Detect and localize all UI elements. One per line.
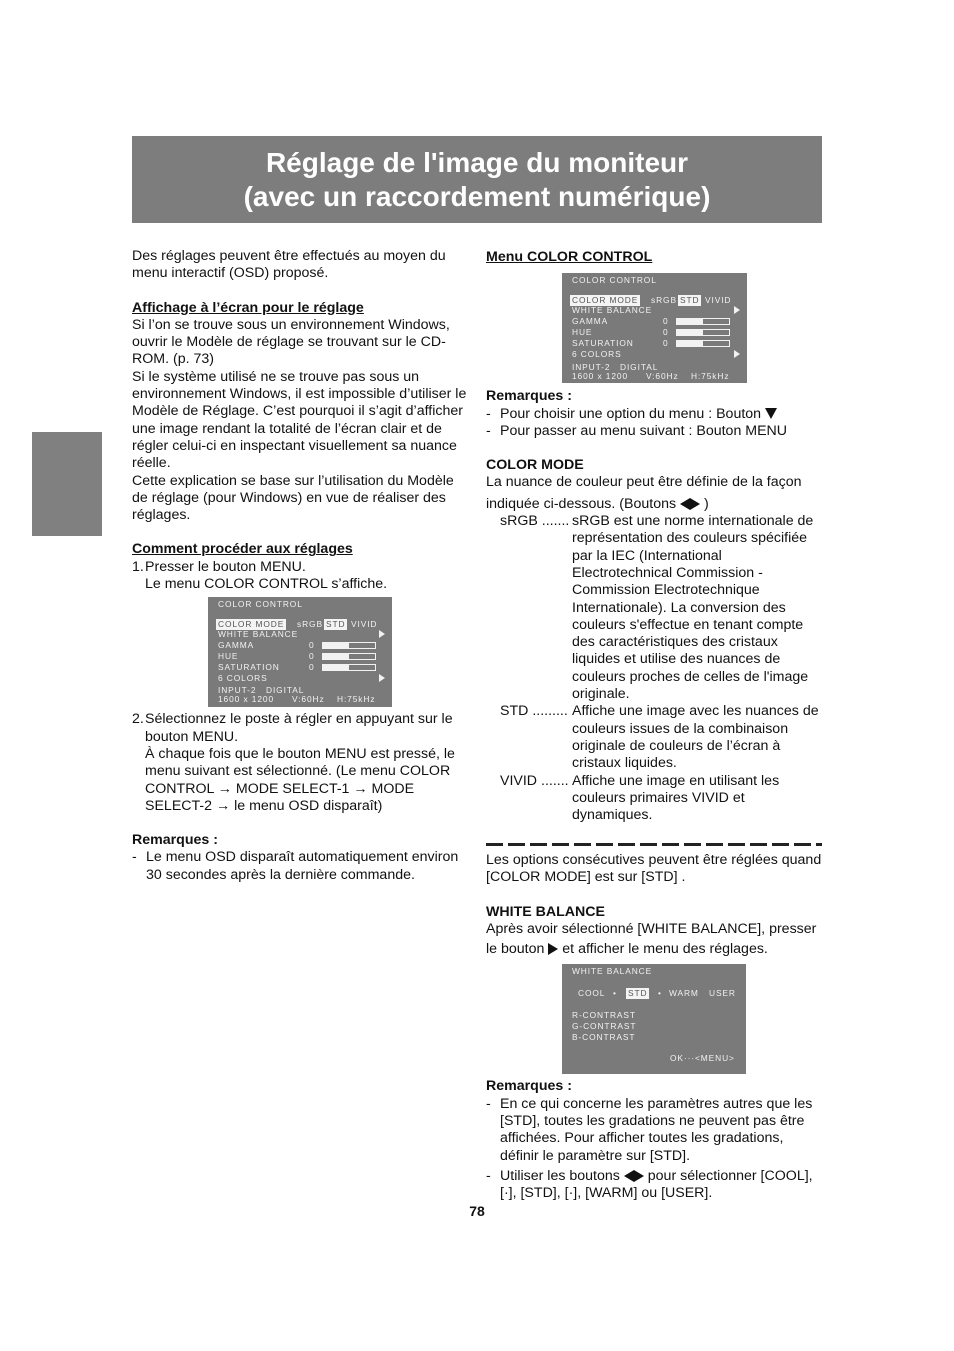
arrow-right-icon [379, 630, 385, 638]
osd-std: STD [680, 295, 700, 306]
osd-input: INPUT-2 [218, 685, 257, 696]
osd-white-balance [562, 964, 746, 1074]
osd-title: WHITE BALANCE [572, 966, 653, 977]
saturation-bar [676, 340, 730, 347]
sec1-paragraph-3: Cette explication se base sur l’utilisation du Modèle de réglage (pour Windows) en vue de réaliser des réglages. [132, 472, 454, 524]
osd-g-contrast: G-CONTRAST [572, 1021, 637, 1032]
arrow-right-icon [690, 498, 700, 510]
step-subtext: À chaque fois que le bouton MENU est pressé, le menu suivant est sélectionné. (Le menu COLOR CONTROL → MODE SELECT-1 → MODE SELECT-2 → le menu OSD disparaît) [145, 745, 455, 814]
osd-six-colors: 6 COLORS [218, 673, 268, 684]
osd-resolution: 1600 x 1200 [572, 371, 629, 382]
osd-dot: • [613, 988, 617, 999]
step-subtext: Le menu COLOR CONTROL s’affiche. [145, 576, 388, 593]
arrow-right-icon [634, 1170, 644, 1182]
dashed-divider [486, 843, 822, 846]
osd-std: STD [628, 988, 648, 999]
osd-warm: WARM [669, 988, 699, 999]
osd-value: 0 [309, 651, 315, 662]
osd-value: 0 [663, 316, 669, 327]
gamma-bar [676, 318, 730, 325]
osd-value: 0 [309, 640, 315, 651]
osd-dot: • [658, 988, 662, 999]
remarks-title: Remarques : [486, 388, 572, 405]
color-mode-definitions [486, 513, 824, 824]
definition-std: STD ......... Affiche une image avec les nuances de couleurs issues de la combinaison originale de couleurs de l’écran à cristaux liquides. [500, 703, 819, 772]
saturation-bar [322, 664, 376, 671]
osd-saturation: SATURATION [572, 338, 634, 349]
consecutive-options-text: Les options consécutives peuvent être réglées quand [COLOR MODE] est sur [STD] . [486, 852, 822, 886]
osd-gamma: GAMMA [218, 640, 255, 651]
left-column [132, 248, 470, 884]
page-number: 78 [469, 1203, 485, 1219]
step-1 [132, 559, 470, 594]
osd-vivid: VIVID [351, 619, 378, 630]
definition-srgb: sRGB ....... sRGB est une norme internationale de représentation des couleurs spécifiée par la IEC (International Electrotechnical Commission - Commission Electrotechnique Internationale). La conversion des couleurs s'effectue en tenant compte des caractéristiques des cristaux liquides et utilise des nuances de couleurs proches de celles de l'image originale. [500, 513, 814, 703]
osd-vfreq: V:60Hz [646, 371, 679, 382]
intro-text: Des réglages peuvent être effectués au moyen du menu interactif (OSD) proposé. [132, 248, 446, 282]
remark-item: - Pour passer au menu suivant : Bouton MENU [486, 422, 788, 439]
osd-vfreq: V:60Hz [292, 694, 325, 705]
osd-title: COLOR CONTROL [218, 599, 303, 610]
sec1-paragraph-2: Si le système utilisé ne se trouve pas sous un environnement Windows, il est impossible d’utiliser le Modèle de Réglage. C’est pourquoi il s’agit d’afficher une image rendant la totalité de l’écran clair et de régler celui-ci en inspectant visuellement sa nuance réelle. [132, 368, 467, 472]
arrow-left-icon [624, 1170, 634, 1182]
osd-gamma: GAMMA [572, 316, 609, 327]
osd-color-control-small [208, 597, 392, 707]
osd-vivid: VIVID [705, 295, 732, 306]
arrow-right-icon [734, 350, 740, 358]
osd-six-colors: 6 COLORS [572, 349, 622, 360]
osd-hfreq: H:75kHz [337, 694, 376, 705]
remark-item: - Utiliser les boutons pour sélectionner [COOL], [·], [STD], [·], [WARM] ou [USER]. [486, 1167, 813, 1202]
osd-value: 0 [309, 662, 315, 673]
menu-color-control-title: Menu COLOR CONTROL [486, 249, 653, 265]
osd-hfreq: H:75kHz [691, 371, 730, 382]
side-tab [32, 432, 102, 536]
osd-b-contrast: B-CONTRAST [572, 1032, 636, 1043]
osd-value: 0 [663, 338, 669, 349]
white-balance-text-b: le bouton et afficher le menu des réglages. [486, 941, 768, 958]
step-number: 1. [132, 558, 144, 575]
white-balance-title: WHITE BALANCE [486, 903, 606, 920]
remark-item: - En ce qui concerne les paramètres autres que les [STD], toutes les gradations ne peuvent pas être affichées. Pour afficher toutes les gradations, définir le paramètre sur [STD]. [486, 1095, 813, 1164]
remark-item: - Pour choisir une option du menu : Bouton [486, 406, 824, 423]
osd-white-balance: WHITE BALANCE [572, 305, 653, 316]
osd-digital: DIGITAL [620, 362, 659, 373]
color-mode-title: COLOR MODE [486, 457, 584, 474]
arrow-left-icon [680, 498, 690, 510]
page-title-band [132, 136, 822, 223]
arrow-down-icon [765, 408, 777, 419]
osd-cool: COOL [578, 988, 606, 999]
white-balance-text-a: Après avoir sélectionné [WHITE BALANCE], presser [486, 920, 817, 937]
steps-list-2 [132, 711, 470, 815]
osd-saturation: SATURATION [218, 662, 280, 673]
definition-vivid: VIVID ....... Affiche une image en utilisant les couleurs primaires VIVID et dynamiques. [500, 772, 780, 824]
remarks-title: Remarques : [486, 1078, 572, 1095]
osd-value: 0 [663, 327, 669, 338]
section-title-procedure: Comment procéder aux réglages [132, 541, 353, 558]
osd-title: COLOR CONTROL [572, 275, 657, 286]
right-column [486, 249, 824, 824]
osd-user: USER [709, 988, 736, 999]
osd-color-control-large [562, 273, 747, 383]
page-title-line1: Réglage de l'image du moniteur [265, 146, 689, 178]
color-mode-intro-b: indiquée ci-dessous. (Boutons ) [486, 495, 709, 512]
right-column-lower [486, 852, 824, 1203]
arrow-right-icon [548, 943, 558, 955]
steps-list [132, 559, 470, 594]
osd-srgb: sRGB [297, 619, 323, 630]
osd-digital: DIGITAL [266, 685, 305, 696]
hue-bar [322, 653, 376, 660]
remarks-list [132, 849, 470, 884]
step-text: Presser le bouton MENU. [145, 558, 306, 575]
remark-item: - Le menu OSD disparaît automatiquement environ 30 secondes après la dernière commande. [132, 849, 459, 883]
sec1-paragraph-1: Si l’on se trouve sous un environnement Windows, ouvrir le Modèle de réglage se trouvant sur le CD-ROM. (p. 73) [132, 316, 450, 368]
arrow-right-icon [734, 306, 740, 314]
arrow-right-icon [379, 674, 385, 682]
remarks-list [486, 1096, 824, 1203]
color-mode-intro-a: La nuance de couleur peut être définie de la façon [486, 474, 802, 491]
remarks-list [486, 406, 824, 441]
section-title-display: Affichage à l’écran pour le réglage [132, 299, 364, 316]
osd-ok-menu: OK···<MENU> [670, 1053, 735, 1064]
osd-hue: HUE [572, 327, 593, 338]
hue-bar [676, 329, 730, 336]
osd-input: INPUT-2 [572, 362, 611, 373]
step-2 [132, 711, 470, 815]
osd-std: STD [326, 619, 346, 630]
osd-white-balance: WHITE BALANCE [218, 629, 299, 640]
gamma-bar [322, 642, 376, 649]
step-number: 2. [132, 711, 144, 728]
osd-resolution: 1600 x 1200 [218, 694, 275, 705]
step-text: Sélectionnez le poste à régler en appuyant sur le bouton MENU. [145, 711, 453, 745]
remarks-title: Remarques : [132, 832, 218, 849]
osd-hue: HUE [218, 651, 239, 662]
osd-color-mode: COLOR MODE [218, 619, 285, 630]
osd-color-mode: COLOR MODE [572, 295, 639, 306]
page-title-line2: (avec un raccordement numérique) [243, 180, 711, 212]
osd-r-contrast: R-CONTRAST [572, 1010, 636, 1021]
osd-srgb: sRGB [651, 295, 677, 306]
